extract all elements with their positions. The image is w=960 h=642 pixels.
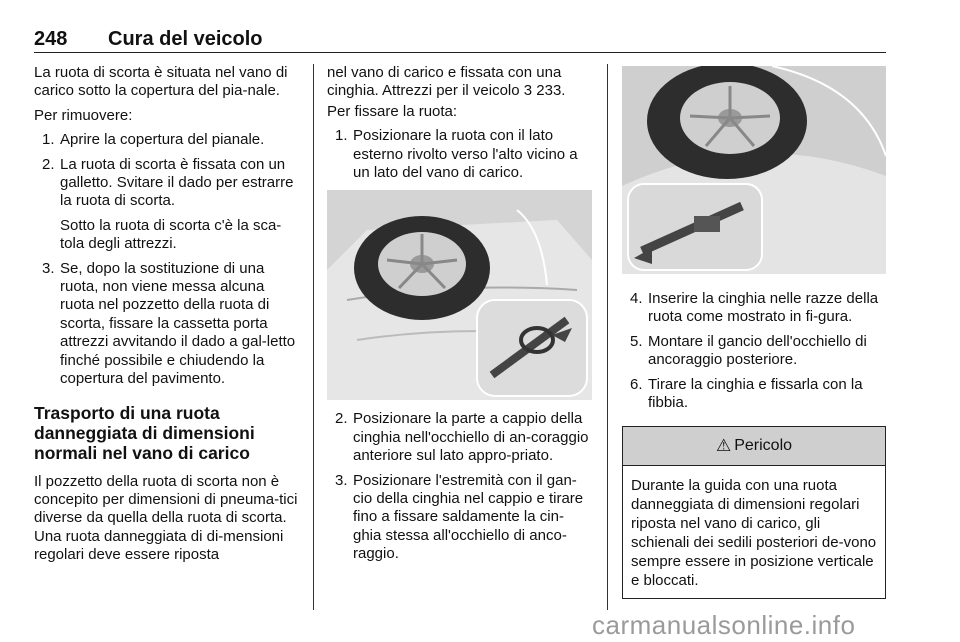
step-number: 3. — [335, 471, 348, 489]
step-number: 2. — [42, 155, 55, 173]
warning-header — [623, 427, 885, 466]
step-text: Inserire la cinghia nelle razze della ruota come mostrato in fi-gura. — [648, 290, 879, 326]
column-divider — [607, 64, 608, 610]
list-item — [622, 333, 886, 370]
warning-box — [622, 426, 886, 599]
step-number: 2. — [335, 410, 348, 428]
intro-paragraph: La ruota di scorta è situata nel vano di carico sotto la copertura del pia-nale. — [34, 64, 288, 100]
section-heading: Trasporto di una ruota danneggiata di dimensioni normali nel vano di carico — [34, 402, 255, 463]
page-reference-link[interactable]: 3 233. — [523, 82, 566, 100]
list-item — [34, 156, 302, 254]
list-item — [327, 127, 592, 182]
list-item — [622, 290, 886, 327]
step-number: 1. — [42, 131, 55, 149]
watermark: carmanualsonline.info — [592, 610, 856, 640]
warning-triangle-icon: ⚠ — [715, 436, 732, 456]
page-title: Cura del veicolo — [108, 28, 263, 50]
page-number: 248 — [34, 28, 68, 50]
warning-text: Durante la guida con una ruota danneggiata di dimensioni regolari riposta nel vano di carico, gli schienali dei sedili posteriori de-vono sempre essere in posizione verticale e bloccati. — [631, 477, 877, 590]
trunk-wheel-strap-illustration — [327, 190, 592, 400]
continued-text: nel vano di carico e fissata con una cinghia. Attrezzi per il veicolo — [327, 64, 562, 100]
step-text: Tirare la cinghia e fissarla con la fibbia. — [648, 375, 863, 412]
step-text: Montare il gancio dell'occhiello di ancoraggio posteriore. — [648, 332, 867, 369]
section-paragraph: Il pozzetto della ruota di scorta non è concepito per dimensioni di pneuma-tici diverse da quella della ruota di scorta. Una ruota danneggiata di di-mensioni regolari deve essere riposta — [34, 472, 298, 564]
step-number: 4. — [630, 290, 643, 307]
step-text: Posizionare la parte a cappio della cinghia nell'occhiello di an-coraggio anteriore sul lato appro-priato. — [353, 410, 589, 465]
step-number: 3. — [42, 259, 55, 277]
list-item — [34, 260, 302, 389]
step-text: Posizionare la ruota con il lato esterno rivolto verso l'alto vicino a un lato del vano di carico. — [353, 127, 578, 182]
step-number: 6. — [630, 375, 643, 393]
step-text: Se, dopo la sostituzione di una ruota, non viene messa alcuna ruota nel pozzetto della ruota di scorta, fissare la cassetta porta attrezzi avvitando il dado a gal-letto finché possibile e chiudendo la copertura del pavimento. — [60, 259, 296, 388]
step-text: Posizionare l'estremità con il gan-cio della cinghia nel cappio e tirare fino a fissare saldamente la cin-ghia stessa all'occhiello di anco-raggio. — [353, 471, 584, 563]
step-text: Aprire la copertura del pianale. — [60, 131, 265, 149]
fix-label: Per fissare la ruota: — [327, 102, 458, 120]
column-2 — [327, 64, 592, 570]
step-text: La ruota di scorta è fissata con un galletto. Svitare il dado per estrarre la ruota di scorta. — [60, 155, 294, 210]
list-item — [327, 410, 592, 465]
column-divider — [313, 64, 314, 610]
warning-title: Pericolo — [734, 437, 793, 455]
column-3 — [622, 64, 886, 599]
list-item — [622, 376, 886, 413]
step-number: 5. — [630, 332, 643, 350]
remove-label: Per rimuovere: — [34, 106, 133, 124]
step-number: 1. — [335, 127, 348, 145]
wheel-strap-buckle-illustration — [622, 66, 886, 274]
list-item — [34, 131, 302, 149]
page-header — [34, 28, 886, 53]
step-subtext: Sotto la ruota di scorta c'è la sca-tola degli attrezzi. — [60, 216, 282, 253]
column-1 — [34, 64, 302, 571]
list-item — [327, 472, 592, 564]
